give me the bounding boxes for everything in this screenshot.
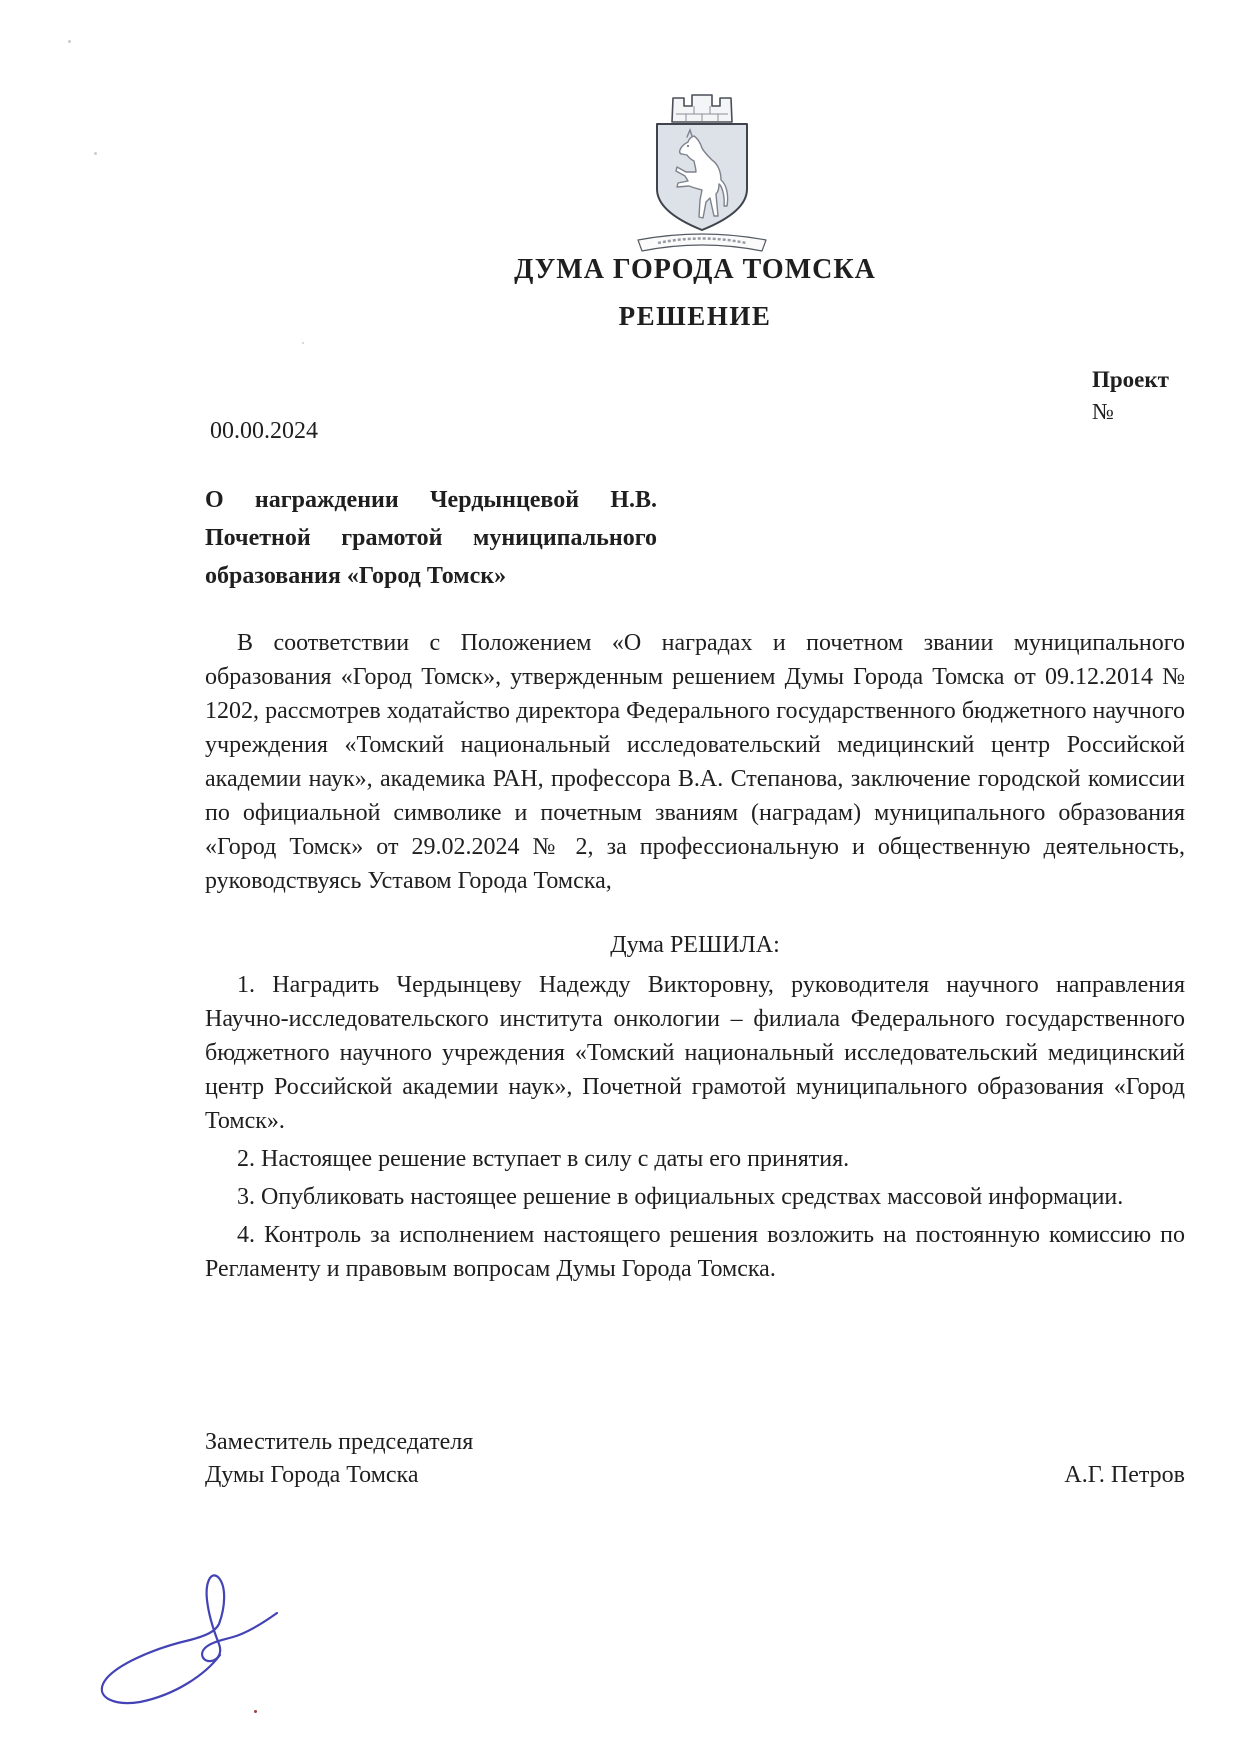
tomsk-coat-of-arms-icon [632,84,772,260]
signatory-position-line: Заместитель председателя [205,1429,474,1455]
subject-line: образования «Город Томск» [205,563,507,589]
org-name: ДУМА ГОРОДА ТОМСКА [514,254,876,285]
scan-speck [94,152,97,155]
resolution-item: 2. Настоящее решение вступает в силу с даты его принятия. [237,1146,850,1172]
project-label: Проект [1092,367,1169,392]
signatory-position [205,1426,473,1492]
doc-date: 00.00.2024 [210,418,318,444]
resolution-item: 1. Наградить Чердынцеву Надежду Викторовну, руководителя научного направления Научно-исследовательского института онкологии – филиала Федерального государственного бюджетного научного учреждения «Томский национальный исследовательский медицинский центр Российской академии наук», Почетной грамотой муниципального образования «Город Томск». [205,972,1185,1134]
number-sign: № [1092,399,1114,424]
doc-type: РЕШЕНИЕ [618,301,772,331]
resolution-items [205,968,1185,1290]
project-stamp [1092,366,1169,426]
scan-speck [302,342,304,344]
signatory-position-line: Думы Города Томска [205,1462,419,1488]
mural-crown-icon [672,95,732,122]
ribbon-icon [638,234,766,251]
resolution-heading: Дума РЕШИЛА: [610,932,780,958]
scan-speck [68,40,71,43]
preamble: В соответствии с Положением «О наградах и почетном звании муниципального образования «Город Томск», утвержденным решением Думы Города Томска от 09.12.2014 № 1202, рассмотрев ходатайство директора Федерального государственного бюджетного научного учреждения «Томский национальный исследовательский медицинский центр Российской академии наук», академика РАН, профессора В.А. Степанова, заключение городской комиссии по официальной символике и почетным званиям (наградам) муниципального образования «Город Томск» от 29.02.2024 № 2, за профессиональную и общественную деятельность, руководствуясь Уставом Города Томска, [205,630,1185,894]
subject-line: Почетной грамотой муниципального [205,525,657,551]
resolution-item: 4. Контроль за исполнением настоящего решения возложить на постоянную комиссию по Регламенту и правовым вопросам Думы Города Томска. [205,1222,1185,1282]
resolution-item: 3. Опубликовать настоящее решение в официальных средствах массовой информации. [237,1184,1124,1210]
scan-speck [254,1710,257,1713]
signatory-name: А.Г. Петров [1064,1462,1185,1488]
signature-block [205,1426,1185,1492]
handwritten-signature [85,1560,295,1710]
subject-block [205,481,657,595]
subject-line: О награждении Чердынцевой Н.В. [205,487,657,513]
